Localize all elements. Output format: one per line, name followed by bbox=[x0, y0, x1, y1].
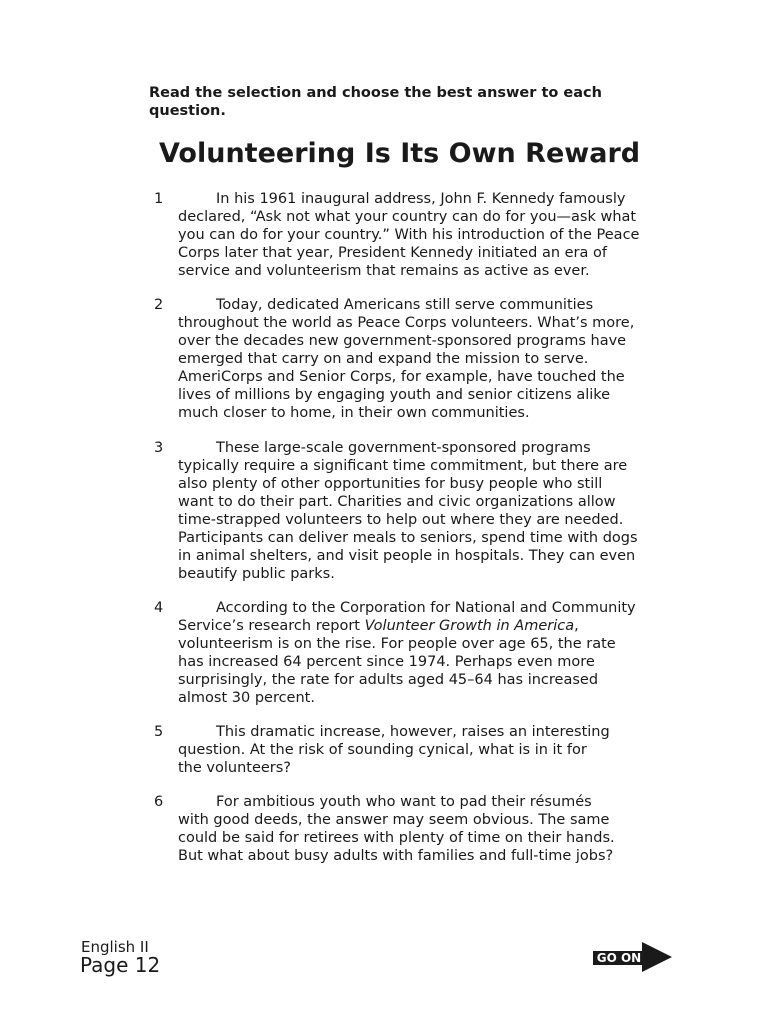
paragraph-line: also plenty of other opportunities for busy people who still bbox=[178, 476, 603, 492]
paragraph-line: emerged that carry on and expand the mission to serve. bbox=[178, 351, 589, 367]
paragraph-6 bbox=[149, 793, 669, 865]
paragraph-line: Participants can deliver meals to seniors, spend time with dogs bbox=[178, 530, 638, 546]
paragraph-line: throughout the world as Peace Corps volunteers. What’s more, bbox=[178, 315, 635, 331]
paragraph-line: This dramatic increase, however, raises an interesting bbox=[216, 724, 610, 740]
passage-title: Volunteering Is Its Own Reward bbox=[159, 138, 641, 169]
paragraph-line: the volunteers? bbox=[178, 760, 292, 776]
paragraph-number: 1 bbox=[154, 191, 164, 207]
paragraph-number: 4 bbox=[154, 600, 164, 616]
paragraph-line: AmeriCorps and Senior Corps, for example, have touched the bbox=[178, 369, 625, 385]
paragraph-line: Corps later that year, President Kennedy initiated an era of bbox=[178, 245, 607, 261]
report-title-suffix: , bbox=[574, 618, 579, 634]
paragraph-line: question. At the risk of sounding cynical, what is in it for bbox=[178, 742, 587, 758]
paragraph-line: service and volunteerism that remains as active as ever. bbox=[178, 263, 590, 279]
paragraph-line: beautify public parks. bbox=[178, 566, 335, 582]
paragraph-line: For ambitious youth who want to pad their résumés bbox=[216, 794, 592, 810]
go-on-label: GO ON bbox=[593, 951, 645, 965]
go-on-indicator bbox=[590, 942, 672, 972]
paragraph-line: surprisingly, the rate for adults aged 45–64 has increased bbox=[178, 672, 599, 688]
paragraph-line: in animal shelters, and visit people in hospitals. They can even bbox=[178, 548, 636, 564]
instructions: Read the selection and choose the best answer to each question. bbox=[149, 85, 602, 119]
paragraph-line: typically require a significant time commitment, but there are bbox=[178, 458, 628, 474]
paragraph-text bbox=[178, 296, 669, 422]
paragraph-number: 5 bbox=[154, 724, 164, 740]
footer-subject: English II bbox=[81, 938, 149, 956]
paragraph-line: much closer to home, in their own communities. bbox=[178, 405, 530, 421]
paragraph-line: Today, dedicated Americans still serve communities bbox=[216, 297, 594, 313]
paragraph-text bbox=[178, 190, 669, 280]
report-title: Volunteer Growth in America bbox=[364, 618, 575, 634]
paragraph-text bbox=[178, 793, 669, 865]
paragraph-4 bbox=[149, 599, 669, 707]
paragraph-line: has increased 64 percent since 1974. Perhaps even more bbox=[178, 654, 595, 670]
paragraph-line bbox=[178, 617, 669, 635]
page-number: Page 12 bbox=[80, 953, 161, 977]
paragraph-3 bbox=[149, 439, 669, 583]
paragraph-line: volunteerism is on the rise. For people over age 65, the rate bbox=[178, 636, 616, 652]
paragraph-line: declared, “Ask not what your country can do for you—ask what bbox=[178, 209, 637, 225]
paragraph-text bbox=[178, 723, 669, 777]
paragraph-text bbox=[178, 599, 669, 707]
paragraph-line: In his 1961 inaugural address, John F. Kennedy famously bbox=[216, 191, 626, 207]
paragraph-line: lives of millions by engaging youth and senior citizens alike bbox=[178, 387, 611, 403]
paragraph-line: want to do their part. Charities and civic organizations allow bbox=[178, 494, 616, 510]
paragraph-line: But what about busy adults with families and full-time jobs? bbox=[178, 848, 614, 864]
paragraph-line: These large-scale government-sponsored programs bbox=[216, 440, 591, 456]
paragraph-1 bbox=[149, 190, 669, 280]
paragraph-line: could be said for retirees with plenty of time on their hands. bbox=[178, 830, 615, 846]
paragraph-5 bbox=[149, 723, 669, 777]
paragraph-line: with good deeds, the answer may seem obvious. The same bbox=[178, 812, 610, 828]
paragraph-line: almost 30 percent. bbox=[178, 690, 315, 706]
paragraph-number: 3 bbox=[154, 440, 164, 456]
paragraph-line: time-strapped volunteers to help out where they are needed. bbox=[178, 512, 624, 528]
paragraph-number: 6 bbox=[154, 794, 164, 810]
paragraph-line: you can do for your country.” With his introduction of the Peace bbox=[178, 227, 640, 243]
paragraph-text bbox=[178, 439, 669, 583]
paragraph-line: over the decades new government-sponsored programs have bbox=[178, 333, 627, 349]
paragraph-2 bbox=[149, 296, 669, 422]
paragraph-line-start: Service’s research report bbox=[178, 618, 365, 634]
paragraph-number: 2 bbox=[154, 297, 164, 313]
paragraph-line: According to the Corporation for National and Community bbox=[216, 600, 636, 616]
